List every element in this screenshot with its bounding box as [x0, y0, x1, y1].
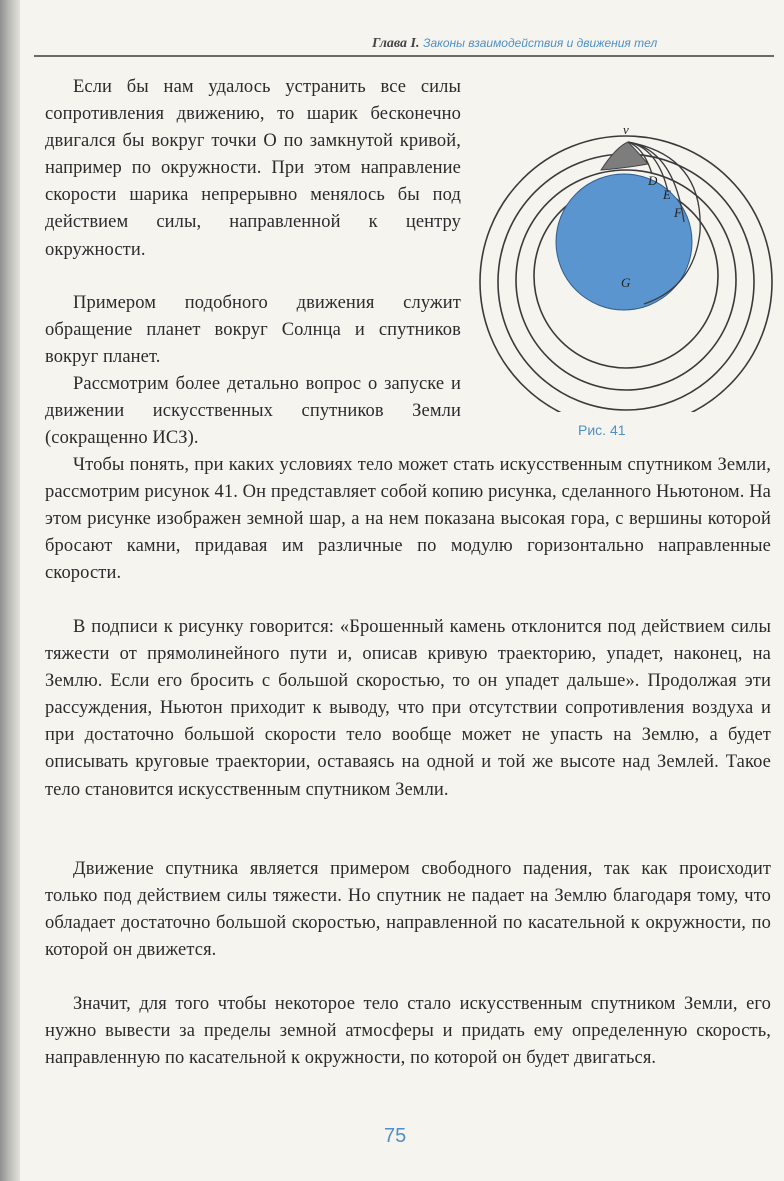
paragraph-7: [45, 991, 771, 1072]
figure-caption: Рис. 41: [578, 422, 626, 438]
paragraph-5-text: В подписи к рисунку говорится: «Брошенный камень отклонится под действием силы тяжести от прямолинейного пути и, описав кривую траекторию, упадет, наконец, на Землю. Если его бросить с большой скоростью, то он упадет дальше». Продолжая эти рассуждения, Ньютон приходит к выводу, что при отсутствии сопротивления воздуха и при достаточно большой скорости тело вообще может не упасть на Землю, а будет описывать круговые траектории, оставаясь на одной и той же высоте над Землей. Такое тело становится искусственным спутником Земли.: [45, 617, 771, 800]
paragraph-5: [45, 614, 771, 804]
paragraph-6-text: Движение спутника является примером свободного падения, так как происходит только под действием силы тяжести. Но спутник не падает на Землю благодаря тому, что обладает достаточно большой скоростью, направленной по касательной к окружности, по которой он движется.: [45, 859, 771, 961]
page-number: 75: [384, 1125, 407, 1147]
figure-41: [476, 82, 776, 412]
label-v: v: [623, 122, 629, 137]
chapter-number: Глава I.: [372, 36, 420, 51]
book-spine-shadow: [0, 0, 20, 1181]
paragraph-3: [45, 371, 461, 452]
paragraph-4: [45, 452, 771, 587]
chapter-title: Законы взаимодействия и движения тел: [423, 36, 658, 50]
label-d: D: [648, 173, 658, 188]
paragraph-7-text: Значит, для того чтобы некоторое тело стало искусственным спутником Земли, его нужно вывести за пределы земной атмосферы и придать ему определенную скорость, направленную по касательной к окружности, по которой он будет двигаться.: [45, 994, 771, 1069]
paragraph-4-text: Чтобы понять, при каких условиях тело может стать искусственным спутником Земли, рассмотрим рисунок 41. Он представляет собой копию рисунка, сделанного Ньютоном. На этом рисунке изображен земной шар, а на нем показана высокая гора, с вершины которой бросают камни, придавая им различные по модулю горизонтально направленные скорости.: [45, 455, 771, 584]
label-g: G: [621, 275, 631, 290]
paragraph-1: [45, 74, 461, 264]
running-header: [372, 35, 774, 52]
paragraph-1-text: Если бы нам удалось устранить все силы сопротивления движению, то шарик бесконечно двигался бы вокруг точки O по замкнутой кривой, например по окружности. При этом направление скорости шарика непрерывно менялось бы под действием силы, направленной к центру окружности.: [45, 77, 461, 260]
newton-cannon-diagram: [476, 82, 776, 412]
label-e: E: [663, 187, 671, 202]
paragraph-3-text: Рассмотрим более детально вопрос о запуске и движении искусственных спутников Земли (сокращенно ИСЗ).: [45, 374, 461, 449]
header-rule: [34, 55, 774, 57]
paragraph-6: [45, 856, 771, 964]
paragraph-2-text: Примером подобного движения служит обращение планет вокруг Солнца и спутников вокруг планет.: [45, 293, 461, 368]
paragraph-2: [45, 290, 461, 371]
label-f: F: [674, 205, 682, 220]
